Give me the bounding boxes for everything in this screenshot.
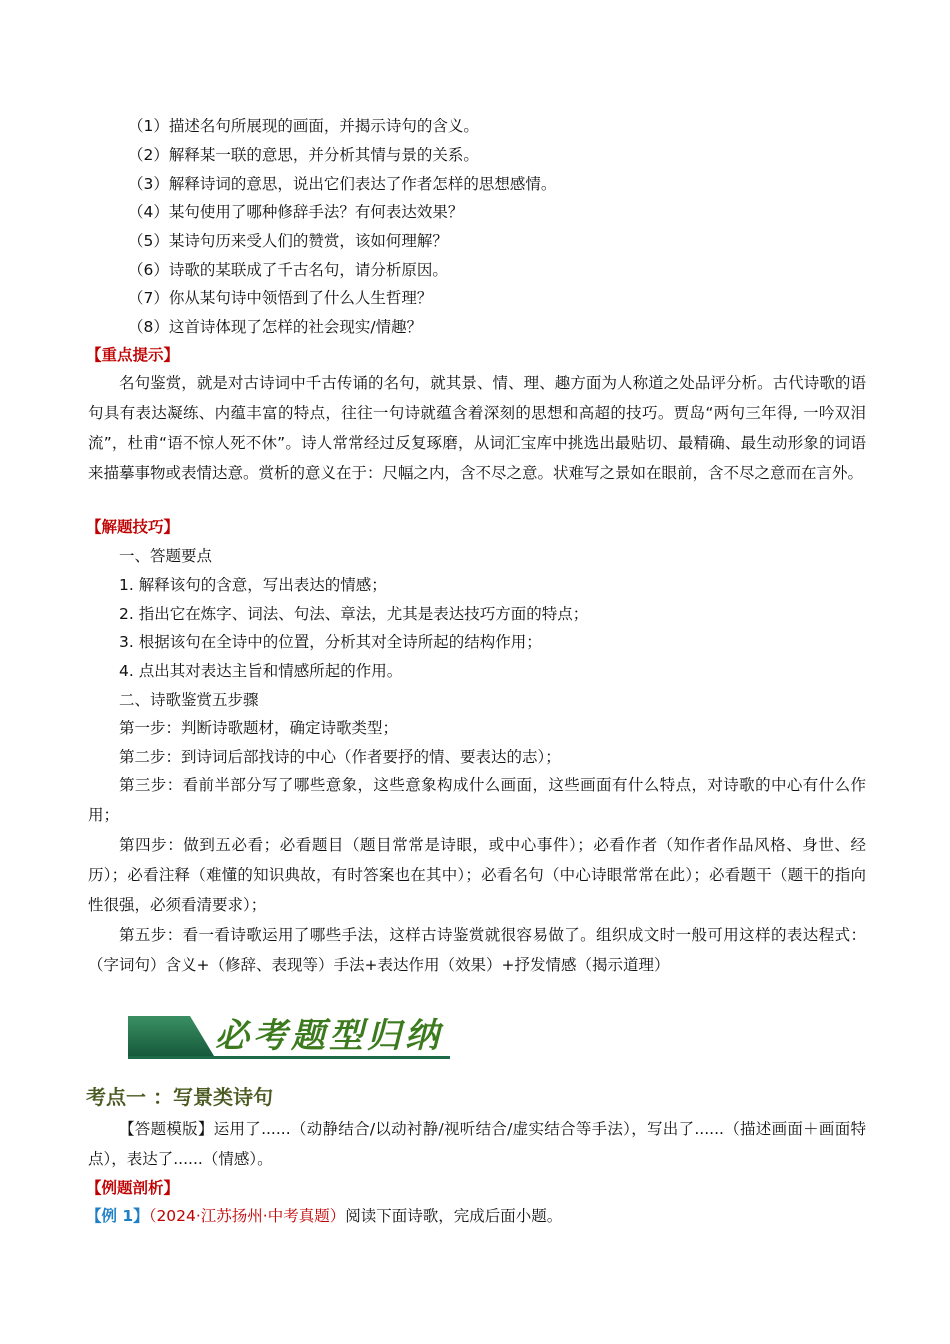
example-text: 阅读下面诗歌，完成后面小题。 [345, 1207, 563, 1225]
point-3: 3. 根据该句在全诗中的位置，分析其对全诗所起的结构作用； [119, 633, 542, 651]
question-2: （2）解释某一联的意思，并分析其情与景的关系。 [128, 146, 479, 164]
step-3: 第三步：看前半部分写了哪些意象，这些意象构成什么画面，这些画面有什么特点，对诗歌的中心有什么作用； [88, 776, 866, 824]
section2-title: 二、诗歌鉴赏五步骤 [119, 691, 259, 709]
question-5: （5）某诗句历来受人们的赞赏，该如何理解？ [128, 232, 448, 250]
key-tip-paragraph [88, 368, 866, 488]
key-tip-text: 名句鉴赏，就是对古诗词中千古传诵的名句，就其景、情、理、趣方面为人称道之处品评分析。古代诗歌的语句具有表达凝练、内蕴丰富的特点，往往一句诗就蕴含着深刻的思想和高超的技巧。贾岛“两句三年得, 一吟双泪流”，杜甫“语不惊人死不休”。诗人常常经过反复琢磨，从词汇宝库中挑选出最贴切、最精确、最生动形象的词语来描摹事物或表情达意。赏析的意义在于：尺幅之内，含不尽之意。状难写之景如在眼前，含不尽之意而在言外。 [88, 374, 866, 482]
banner-block [128, 1016, 214, 1056]
analysis-heading: 【例题剖析】 [86, 1179, 180, 1197]
steps-block [88, 770, 866, 980]
question-6: （6）诗歌的某联成了千古名句，请分析原因。 [128, 261, 448, 279]
question-3: （3）解释诗词的意思，说出它们表达了作者怎样的思想感情。 [128, 175, 557, 193]
key-tip-heading: 【重点提示】 [86, 346, 180, 364]
example-source: （2024·江苏扬州·中考真题） [148, 1207, 346, 1225]
example-tag: 【例 1】 [86, 1207, 149, 1225]
point-1: 1. 解释该句的含意，写出表达的情感； [119, 576, 387, 594]
kaodian-title: 考点一 ：写景类诗句 [86, 1085, 273, 1109]
point-2: 2. 指出它在炼字、词法、句法、章法，尤其是表达技巧方面的特点； [119, 605, 589, 623]
step-4: 第四步：做到五必看；必看题目（题目常常是诗眼，或中心事件）；必看作者（知作者作品风格、身世、经历）；必看注释（难懂的知识典故，有时答案也在其中）；必看名句（中心诗眼常常在此）；必看题干（题干的指向性很强，必须看清要求）； [88, 836, 866, 914]
answer-template-text: 【答题模版】运用了......（动静结合/以动衬静/视听结合/虚实结合等手法），写出了......（描述画面＋画面特点），表达了......（情感）。 [88, 1120, 866, 1168]
step-2: 第二步：到诗词后部找诗的中心（作者要抒的情、要表达的志）； [119, 748, 561, 766]
question-1: （1）描述名句所展现的画面，并揭示诗句的含义。 [128, 117, 479, 135]
question-8: （8）这首诗体现了怎样的社会现实/情趣？ [128, 318, 423, 336]
example-1 [86, 1206, 562, 1226]
section1-title: 一、答题要点 [119, 547, 213, 565]
answer-template [88, 1114, 866, 1174]
step-1: 第一步：判断诗歌题材，确定诗歌类型； [119, 719, 399, 737]
question-4: （4）某句使用了哪种修辞手法？有何表达效果？ [128, 203, 464, 221]
technique-heading: 【解题技巧】 [86, 518, 180, 536]
point-4: 4. 点出其对表达主旨和情感所起的作用。 [119, 662, 403, 680]
banner-title: 必考题型归纳 [215, 1016, 443, 1056]
question-7: （7）你从某句诗中领悟到了什么人生哲理？ [128, 289, 433, 307]
step-5: 第五步：看一看诗歌运用了哪些手法，这样古诗鉴赏就很容易做了。组织成文时一般可用这样的表达程式：（字词句）含义+（修辞、表现等）手法+表达作用（效果）+抒发情感（揭示道理） [88, 926, 866, 974]
